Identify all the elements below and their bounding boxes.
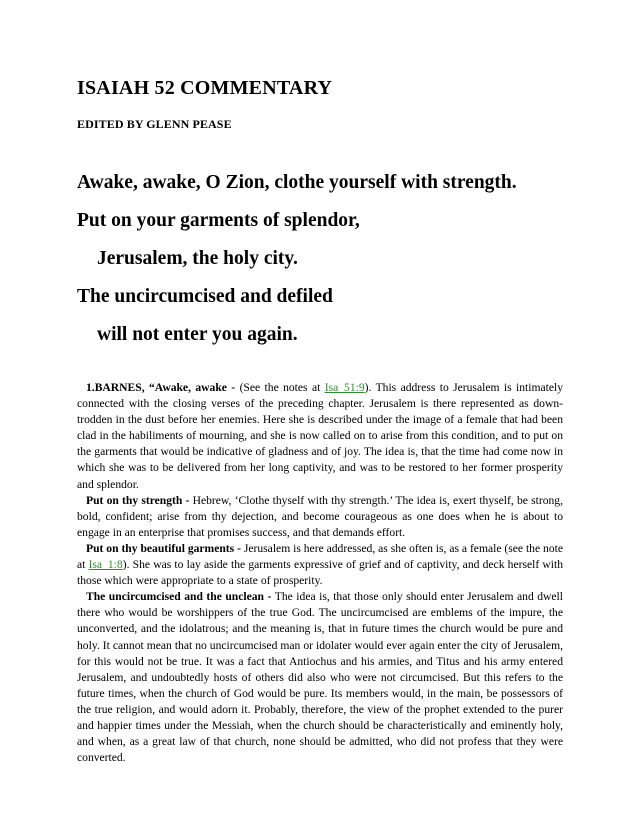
scripture-reference-link[interactable]: Isa_51:9 xyxy=(324,381,365,394)
paragraph-text: The idea is, that those only should enter Jerusalem and dwell there who would be worshippers of the true God. The uncircumcised are emblems of the impure, the unconverted, and the idolatrous; and the meaning is, that in future times the church would be pure and holy. It cannot mean that no uncircumcised man or idolater would ever again enter the city of Jerusalem, for this would not be true. It was a fact that Antiochus and his armies, and Titus and his army entered Jerusalem, and undoubtedly hosts of others did also who were not circumcised. But this refers to the future times, when the church of God would be pure. Its members would, in the main, be possessors of the true religion, and would adorn it. Probably, therefore, the view of the prophet extended to the purer and happier times under the Messiah, when the church should be characteristically and eminently holy, and when, as a great law of that church, none should be admitted, who did not profess that they were converted. xyxy=(77,590,563,765)
paragraph-lead: 1.BARNES, “Awake, awake - xyxy=(86,381,240,394)
paragraph-text: (See the notes at xyxy=(239,381,325,394)
paragraph-lead: Put on thy strength - xyxy=(86,493,193,507)
commentary-body xyxy=(77,380,563,766)
paragraph-text: ). She was to lay aside the garments expressive of grief and of captivity, and deck herself with those which were appropriate to a state of prosperity. xyxy=(77,558,564,588)
paragraph-text: Jerusalem is here addressed, as she often is, as a female (see the note at xyxy=(77,541,563,572)
commentary-paragraph xyxy=(77,589,563,766)
verse-line: The uncircumcised and defiled xyxy=(77,286,333,307)
verse-line: Put on your garments of splendor, xyxy=(77,210,360,231)
verse-line: Awake, awake, O Zion, clothe yourself with strength. xyxy=(77,172,517,193)
paragraph-text: ). This address to Jerusalem is intimately connected with the closing verses of the preceding chapter. Jerusalem is there represented as down-trodden in the dust before her enemies. Here she is described under the image of a female that had been clad in the habiliments of mourning, and she is now called on to arise from this condition, and to put on the garments that would be indicative of gladness and of joy. The idea is, that the time had come now in which she was to be delivered from her long captivity, and was to be restored to her former prosperity and splendor. xyxy=(77,381,563,491)
verse-line: will not enter you again. xyxy=(97,324,298,345)
commentary-paragraph xyxy=(77,380,563,493)
paragraph-text: Hebrew, ‘Clothe thyself with thy strength.’ The idea is, exert thyself, be strong, bold, confident; arise from thy dejection, and become courageous as one does when he is about to engage in an enterprise that promises success, and that demands effort. xyxy=(77,493,563,539)
commentary-paragraph xyxy=(77,493,563,541)
editor-credit: EDITED BY GLENN PEASE xyxy=(77,117,232,131)
verse-line: Jerusalem, the holy city. xyxy=(97,248,298,269)
document-title: ISAIAH 52 COMMENTARY xyxy=(77,77,333,99)
paragraph-lead: The uncircumcised and the unclean - xyxy=(86,590,275,604)
scripture-reference-link[interactable]: Isa_1:8 xyxy=(88,558,123,572)
paragraph-lead: Put on thy beautiful garments - xyxy=(86,541,244,555)
commentary-paragraph xyxy=(77,541,563,589)
scripture-verse xyxy=(77,164,517,354)
